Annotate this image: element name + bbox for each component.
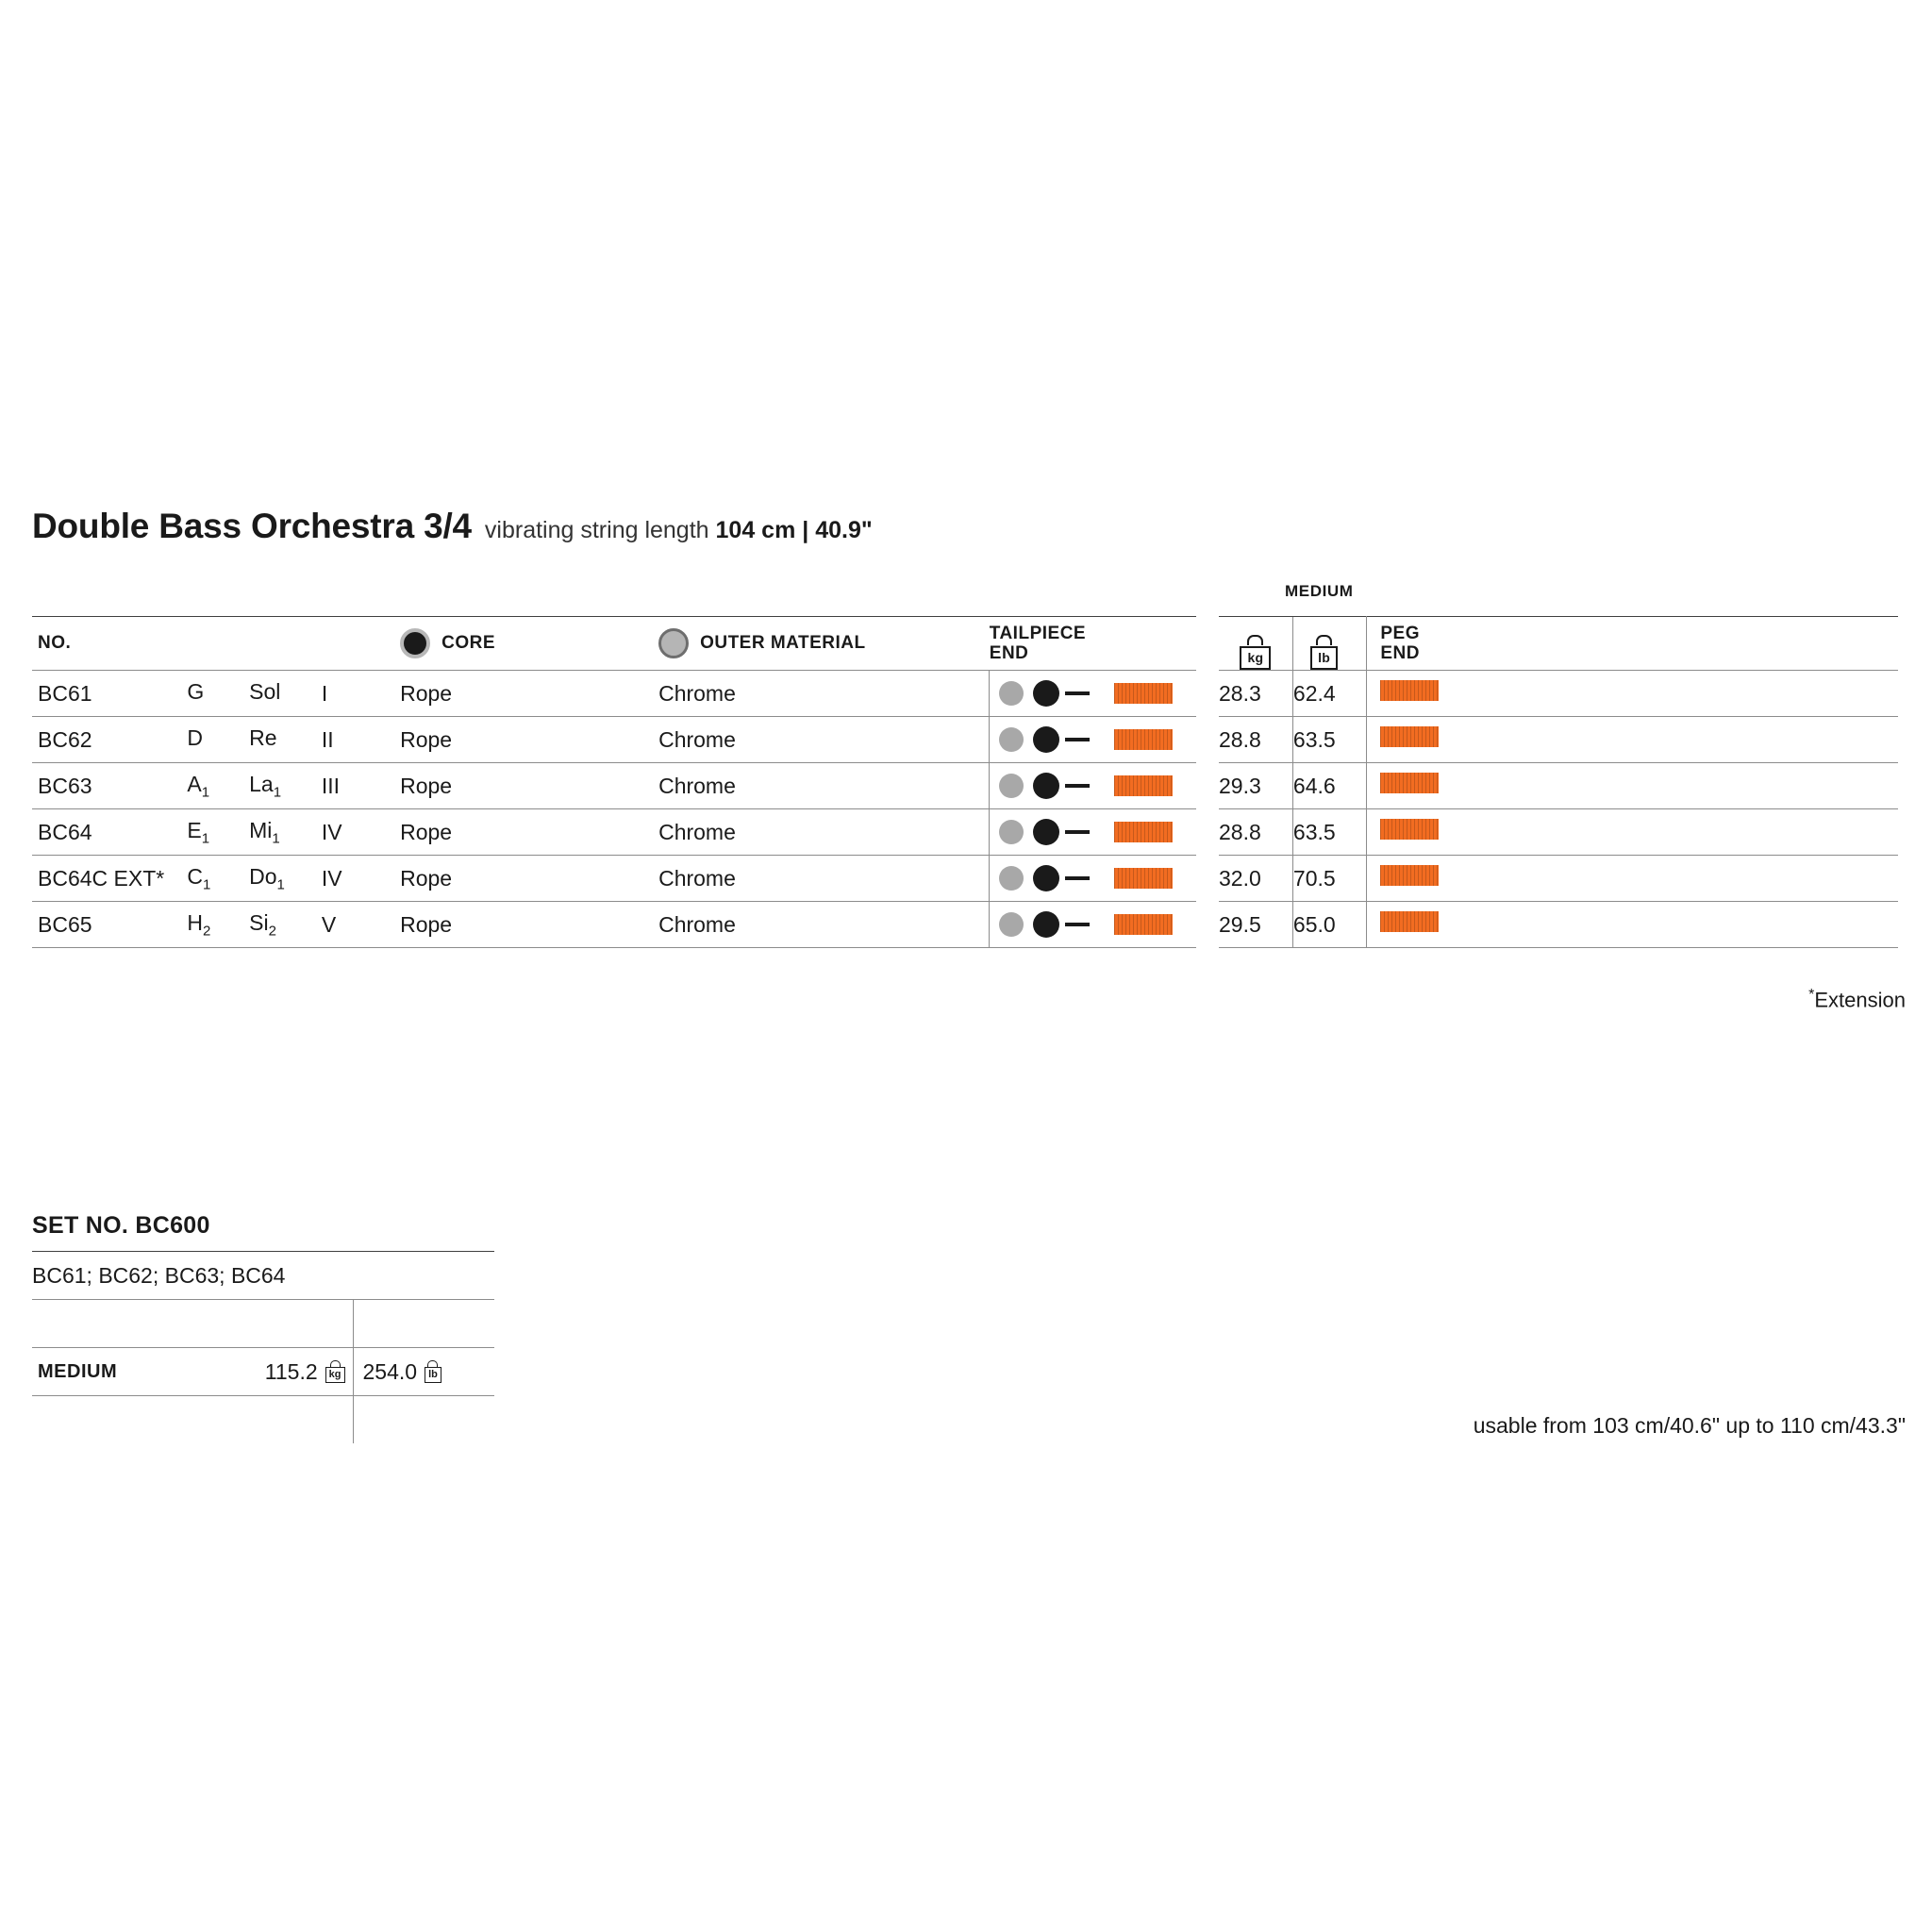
peg-color-swatch xyxy=(1380,865,1439,886)
cell-tension-kg: 28.3 xyxy=(1219,671,1292,717)
cell-tension-kg: 32.0 xyxy=(1219,856,1292,902)
cell-tailpiece-end xyxy=(990,671,1196,717)
tailpiece-color-swatch xyxy=(1114,868,1173,889)
outer-material-circle-icon xyxy=(658,628,689,658)
cell-tailpiece-end xyxy=(990,763,1196,809)
table-row xyxy=(32,902,1196,948)
cell-roman: I xyxy=(322,671,400,717)
tailpiece-gray-dot-icon xyxy=(999,774,1024,798)
table-header-row xyxy=(32,617,1196,671)
weight-hook-icon xyxy=(1316,635,1332,645)
header-core-label: CORE xyxy=(441,633,496,653)
header-peg-line2: END xyxy=(1380,643,1420,663)
peg-color-swatch xyxy=(1380,911,1439,932)
cell-tailpiece-end xyxy=(990,856,1196,902)
cell-roman: V xyxy=(322,902,400,948)
tailpiece-color-swatch xyxy=(1114,775,1173,796)
cell-tension-kg: 28.8 xyxy=(1219,717,1292,763)
set-spacer-left xyxy=(32,1300,353,1348)
header-tailpiece-end xyxy=(990,617,1196,671)
cell-peg-end xyxy=(1367,856,1898,902)
cell-no: BC64C EXT* xyxy=(32,856,187,902)
usable-range-note: usable from 103 cm/40.6" up to 110 cm/43.3" xyxy=(1473,1413,1906,1438)
table-row xyxy=(32,763,1196,809)
cell-note: D xyxy=(187,717,249,763)
set-bottom-row xyxy=(32,1396,494,1444)
set-summary-block xyxy=(32,1212,494,1443)
cell-outer: Chrome xyxy=(658,856,990,902)
header-peg-line1: PEG xyxy=(1380,623,1420,643)
footnote-extension-text: Extension xyxy=(1814,988,1906,1012)
set-total-lb-value: 254.0 xyxy=(362,1358,418,1384)
cell-outer: Chrome xyxy=(658,809,990,856)
cell-roman: III xyxy=(322,763,400,809)
header-tailpiece-line1: TAILPIECE xyxy=(989,623,1087,643)
footnote-marker: * xyxy=(1808,987,1815,1003)
header-lb xyxy=(1292,617,1366,671)
header-outer-label: OUTER MATERIAL xyxy=(700,633,866,653)
cell-no: BC64 xyxy=(32,809,187,856)
table-row xyxy=(32,809,1196,856)
cell-roman: IV xyxy=(322,856,400,902)
cell-no: BC63 xyxy=(32,763,187,809)
table-row xyxy=(1219,809,1898,856)
tailpiece-gray-dot-icon xyxy=(999,912,1024,937)
tailpiece-color-swatch xyxy=(1114,683,1173,704)
tailpiece-color-swatch xyxy=(1114,914,1173,935)
lb-weight-icon xyxy=(425,1360,441,1383)
cell-core: Rope xyxy=(400,856,658,902)
vibrating-length-value: 104 cm | 40.9" xyxy=(715,517,873,543)
core-circle-icon xyxy=(400,628,430,658)
cell-solfege: $Do_1$ xyxy=(249,856,322,902)
table-row xyxy=(1219,671,1898,717)
tailpiece-color-swatch xyxy=(1114,822,1173,842)
cell-tension-lb: 65.0 xyxy=(1292,902,1366,948)
tailpiece-stem-icon xyxy=(1065,784,1090,788)
cell-no: BC65 xyxy=(32,902,187,948)
table-row xyxy=(1219,717,1898,763)
set-lb-unit: lb xyxy=(425,1367,441,1383)
tension-header-row xyxy=(1219,617,1898,671)
cell-peg-end xyxy=(1367,717,1898,763)
peg-color-swatch xyxy=(1380,773,1439,793)
cell-note: $A_1$ xyxy=(187,763,249,809)
tailpiece-ball-icon xyxy=(1033,911,1059,938)
cell-core: Rope xyxy=(400,717,658,763)
set-bottom-left xyxy=(32,1396,353,1444)
set-strings-list: BC61; BC62; BC63; BC64 xyxy=(32,1252,494,1300)
table-row xyxy=(32,717,1196,763)
tailpiece-stem-icon xyxy=(1065,691,1090,695)
peg-color-swatch xyxy=(1380,680,1439,701)
table-row xyxy=(1219,856,1898,902)
peg-color-swatch xyxy=(1380,726,1439,747)
set-spacer-row xyxy=(32,1300,494,1348)
cell-tension-lb: 63.5 xyxy=(1292,809,1366,856)
cell-tension-kg: 29.3 xyxy=(1219,763,1292,809)
header-kg xyxy=(1219,617,1292,671)
cell-outer: Chrome xyxy=(658,763,990,809)
lb-unit-label: lb xyxy=(1310,646,1338,670)
table-row xyxy=(1219,902,1898,948)
header-no: NO. xyxy=(32,617,187,671)
gauge-label-medium: MEDIUM xyxy=(1285,582,1354,600)
table-row xyxy=(1219,763,1898,809)
cell-tension-lb: 62.4 xyxy=(1292,671,1366,717)
header-pitch xyxy=(187,617,400,671)
cell-roman: II xyxy=(322,717,400,763)
weight-hook-icon xyxy=(1247,635,1263,645)
cell-note: G xyxy=(187,671,249,717)
cell-roman: IV xyxy=(322,809,400,856)
tailpiece-gray-dot-icon xyxy=(999,866,1024,891)
header-tailpiece-line2: END xyxy=(989,643,1029,663)
tailpiece-stem-icon xyxy=(1065,876,1090,880)
cell-tailpiece-end xyxy=(990,809,1196,856)
cell-no: BC62 xyxy=(32,717,187,763)
cell-tension-kg: 29.5 xyxy=(1219,902,1292,948)
tailpiece-gray-dot-icon xyxy=(999,727,1024,752)
cell-tension-kg: 28.8 xyxy=(1219,809,1292,856)
tailpiece-stem-icon xyxy=(1065,738,1090,741)
tailpiece-ball-icon xyxy=(1033,773,1059,799)
cell-peg-end xyxy=(1367,809,1898,856)
peg-color-swatch xyxy=(1380,819,1439,840)
string-spec-table xyxy=(32,616,1196,948)
set-bottom-right xyxy=(353,1396,494,1444)
cell-no: BC61 xyxy=(32,671,187,717)
page-title xyxy=(32,507,873,546)
cell-solfege: $Si_2$ xyxy=(249,902,322,948)
set-total-row xyxy=(32,1348,494,1396)
set-title: SET NO. BC600 xyxy=(32,1212,210,1239)
kg-weight-icon xyxy=(325,1360,345,1383)
tailpiece-color-swatch xyxy=(1114,729,1173,750)
page-title-subtitle xyxy=(485,517,873,544)
table-row xyxy=(32,671,1196,717)
cell-core: Rope xyxy=(400,902,658,948)
cell-solfege: $Mi_1$ xyxy=(249,809,322,856)
tailpiece-ball-icon xyxy=(1033,865,1059,891)
set-kg-unit: kg xyxy=(325,1367,345,1383)
cell-peg-end xyxy=(1367,763,1898,809)
tailpiece-ball-icon xyxy=(1033,726,1059,753)
set-total-kg-cell xyxy=(32,1348,353,1396)
cell-note: $C_1$ xyxy=(187,856,249,902)
tension-table xyxy=(1219,616,1898,948)
cell-tailpiece-end xyxy=(990,717,1196,763)
cell-solfege: Re xyxy=(249,717,322,763)
cell-outer: Chrome xyxy=(658,717,990,763)
cell-tension-lb: 70.5 xyxy=(1292,856,1366,902)
page-title-main: Double Bass Orchestra 3/4 xyxy=(32,507,472,545)
cell-note: $E_1$ xyxy=(187,809,249,856)
cell-peg-end xyxy=(1367,671,1898,717)
tailpiece-stem-icon xyxy=(1065,830,1090,834)
set-gauge-label: MEDIUM xyxy=(38,1360,118,1382)
set-spacer-right xyxy=(353,1300,494,1348)
cell-outer: Chrome xyxy=(658,902,990,948)
tailpiece-stem-icon xyxy=(1065,923,1090,926)
header-outer-material xyxy=(658,617,990,671)
table-row xyxy=(32,856,1196,902)
tailpiece-gray-dot-icon xyxy=(999,820,1024,844)
cell-core: Rope xyxy=(400,671,658,717)
cell-tension-lb: 63.5 xyxy=(1292,717,1366,763)
cell-note: $H_2$ xyxy=(187,902,249,948)
header-peg-end xyxy=(1367,617,1898,671)
cell-core: Rope xyxy=(400,763,658,809)
tailpiece-ball-icon xyxy=(1033,819,1059,845)
cell-outer: Chrome xyxy=(658,671,990,717)
set-strings-row xyxy=(32,1252,494,1300)
tailpiece-gray-dot-icon xyxy=(999,681,1024,706)
kg-unit-label: kg xyxy=(1240,646,1271,670)
cell-tailpiece-end xyxy=(990,902,1196,948)
set-total-lb-cell xyxy=(353,1348,494,1396)
cell-tension-lb: 64.6 xyxy=(1292,763,1366,809)
cell-solfege: Sol xyxy=(249,671,322,717)
header-core xyxy=(400,617,658,671)
cell-core: Rope xyxy=(400,809,658,856)
set-total-kg-value: 115.2 xyxy=(264,1358,318,1384)
cell-peg-end xyxy=(1367,902,1898,948)
cell-solfege: $La_1$ xyxy=(249,763,322,809)
footnote-extension xyxy=(1808,987,1906,1012)
tailpiece-ball-icon xyxy=(1033,680,1059,707)
vibrating-length-label: vibrating string length xyxy=(484,517,709,543)
